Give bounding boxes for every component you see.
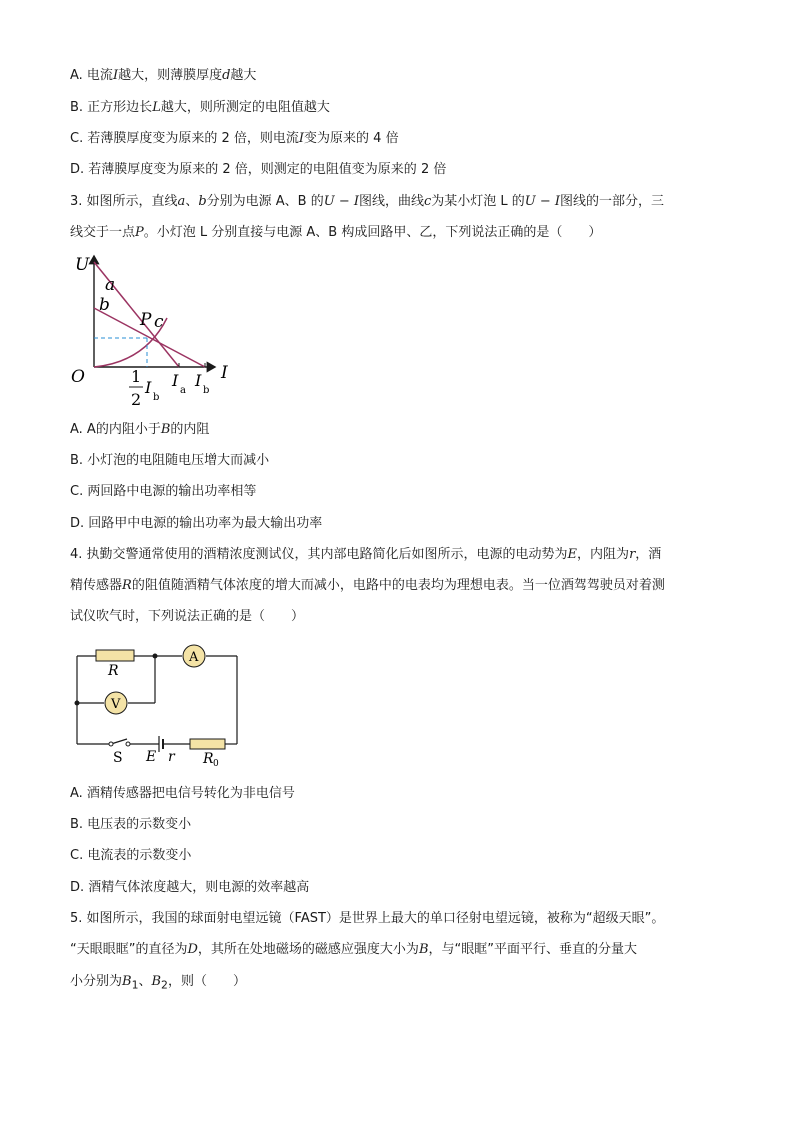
label-c: c bbox=[154, 312, 164, 332]
q5-stem-line2 bbox=[70, 941, 637, 959]
q5-text-6: ，则（ ） bbox=[167, 974, 246, 989]
label-P: P bbox=[140, 310, 152, 330]
q3-stem-line1 bbox=[70, 193, 664, 211]
q5-text-4: 小分别为 bbox=[70, 974, 123, 989]
var-B1-sub: 1 bbox=[131, 978, 139, 992]
q4-stem-line1 bbox=[70, 546, 661, 564]
q4-circuit-diagram bbox=[65, 638, 250, 770]
q5-stem-line3 bbox=[70, 973, 246, 995]
label-half-denominator: 2 bbox=[131, 390, 142, 409]
q4-stem-line3: 试仪吹气时，下列说法正确的是（ ） bbox=[70, 609, 305, 624]
q3-text-5: 为某小灯泡 L 的 bbox=[431, 194, 525, 209]
resistor-R0 bbox=[190, 739, 225, 749]
label-b: b bbox=[99, 295, 110, 315]
label-V: V bbox=[111, 697, 121, 712]
q2-option-a-post: 越大 bbox=[230, 68, 257, 83]
q3-ui-graph bbox=[65, 250, 245, 415]
label-Ib: I bbox=[195, 371, 202, 390]
q3-stem-line2 bbox=[70, 224, 601, 242]
junction-top bbox=[153, 654, 158, 659]
resistor-R bbox=[96, 650, 134, 661]
q4-option-d: D. 酒精气体浓度越大，则电源的效率越高 bbox=[70, 880, 310, 895]
var-B2-sub: 2 bbox=[161, 978, 168, 992]
q3-text-4: 图线，曲线 bbox=[358, 194, 424, 209]
q5-stem-line1: 5. 如图所示，我国的球面射电望远镜（FAST）是世界上最大的单口径射电望远镜，被称为“超级天眼”。 bbox=[70, 911, 665, 926]
var-L: L bbox=[152, 100, 161, 115]
q5-text-5: 、 bbox=[138, 974, 152, 989]
var-I: I bbox=[298, 131, 305, 146]
label-R: R bbox=[108, 663, 119, 679]
label-E: E bbox=[146, 749, 157, 765]
switch-contact-right bbox=[126, 742, 130, 746]
label-Ib-half-sub: b bbox=[153, 392, 160, 403]
label-a: a bbox=[105, 275, 116, 295]
q3-text-3: 分别为电源 A、B 的 bbox=[206, 194, 324, 209]
label-R0-sub: 0 bbox=[213, 759, 219, 769]
var-E: E bbox=[567, 547, 578, 562]
q4-text-4: 精传感器 bbox=[70, 578, 123, 593]
var-R: R bbox=[122, 578, 132, 593]
var-I: I bbox=[112, 68, 119, 83]
q3-option-d: D. 回路甲中电源的输出功率为最大输出功率 bbox=[70, 516, 323, 531]
label-Ia: I bbox=[172, 371, 179, 390]
label-A: A bbox=[189, 650, 199, 665]
q5-text-3: ，与“眼眶”平面平行、垂直的分量大 bbox=[428, 942, 637, 957]
var-B: B bbox=[418, 942, 429, 957]
var-UI: U − I bbox=[524, 194, 561, 209]
q2-option-c-text: C. 若薄膜厚度变为原来的 2 倍，则电流 bbox=[70, 131, 299, 146]
var-D: D bbox=[187, 942, 198, 957]
q4-text-1: 4. 执勤交警通常使用的酒精浓度测试仪，其内部电路简化后如图所示，电源的电动势为 bbox=[70, 547, 568, 562]
label-R0: R bbox=[203, 751, 214, 767]
q3-text-1: 3. 如图所示，直线 bbox=[70, 194, 178, 209]
q3-option-b: B. 小灯泡的电阻随电压增大而减小 bbox=[70, 453, 270, 468]
label-Ia-sub: a bbox=[180, 385, 186, 396]
q3-text-6: 图线的一部分，三 bbox=[560, 194, 665, 209]
var-B: B bbox=[160, 422, 171, 437]
var-b: b bbox=[198, 194, 207, 209]
q4-option-c: C. 电流表的示数变小 bbox=[70, 848, 192, 863]
q2-option-b-post: 越大，则所测定的电阻值越大 bbox=[160, 100, 330, 115]
q4-stem-line2 bbox=[70, 577, 665, 595]
q3-text-2: 、 bbox=[185, 194, 199, 209]
label-S: S bbox=[113, 750, 123, 766]
label-Ib-half: I bbox=[145, 378, 152, 397]
label-Ib-sub: b bbox=[203, 385, 210, 396]
q4-option-a: A. 酒精传感器把电信号转化为非电信号 bbox=[70, 786, 295, 801]
var-B1: B bbox=[122, 974, 132, 989]
q3-option-a bbox=[70, 421, 209, 439]
label-I: I bbox=[221, 363, 228, 383]
q2-option-b-text: B. 正方形边长 bbox=[70, 100, 153, 115]
q5-text-2: ，其所在处地磁场的磁感应强度大小为 bbox=[197, 942, 419, 957]
junction-left bbox=[75, 701, 80, 706]
var-a: a bbox=[177, 194, 186, 209]
q2-option-c bbox=[70, 130, 399, 148]
label-r: r bbox=[168, 749, 175, 765]
q3-text-8: 。小灯泡 L 分别直接与电源 A、B 构成回路甲、乙，下列说法正确的是（ ） bbox=[143, 225, 602, 240]
q3-option-c: C. 两回路中电源的输出功率相等 bbox=[70, 484, 257, 499]
q4-text-3: ，酒 bbox=[635, 547, 662, 562]
q3-option-a-text: A. A的内阻小于 bbox=[70, 422, 161, 437]
q4-option-b: B. 电压表的示数变小 bbox=[70, 817, 192, 832]
q3-option-a-post: 的内阻 bbox=[170, 422, 210, 437]
label-half-numerator: 1 bbox=[131, 367, 142, 386]
q5-text-1: “天眼眼眶”的直径为 bbox=[70, 942, 188, 957]
q2-option-d: D. 若薄膜厚度变为原来的 2 倍，则测定的电阻值变为原来的 2 倍 bbox=[70, 162, 447, 177]
switch-contact-left bbox=[109, 742, 113, 746]
q2-option-b bbox=[70, 99, 330, 117]
q4-text-2: ，内阻为 bbox=[577, 547, 630, 562]
var-B2: B bbox=[151, 974, 162, 989]
label-O: O bbox=[71, 367, 85, 387]
var-r: r bbox=[629, 547, 636, 562]
q2-option-c-post: 变为原来的 4 倍 bbox=[304, 131, 399, 146]
q2-option-a-mid: 越大，则薄膜厚度 bbox=[118, 68, 223, 83]
q2-option-a bbox=[70, 67, 256, 85]
q3-text-7: 线交于一点 bbox=[70, 225, 136, 240]
q2-option-a-text: A. 电流 bbox=[70, 68, 113, 83]
var-c: c bbox=[424, 194, 432, 209]
var-d: d bbox=[222, 68, 231, 83]
label-U: U bbox=[75, 255, 90, 275]
var-P: P bbox=[135, 225, 144, 240]
q4-text-5: 的阻值随酒精气体浓度的增大而减小，电路中的电表均为理想电表。当一位酒驾驾驶员对着测 bbox=[131, 578, 665, 593]
var-UI: U − I bbox=[323, 194, 359, 209]
